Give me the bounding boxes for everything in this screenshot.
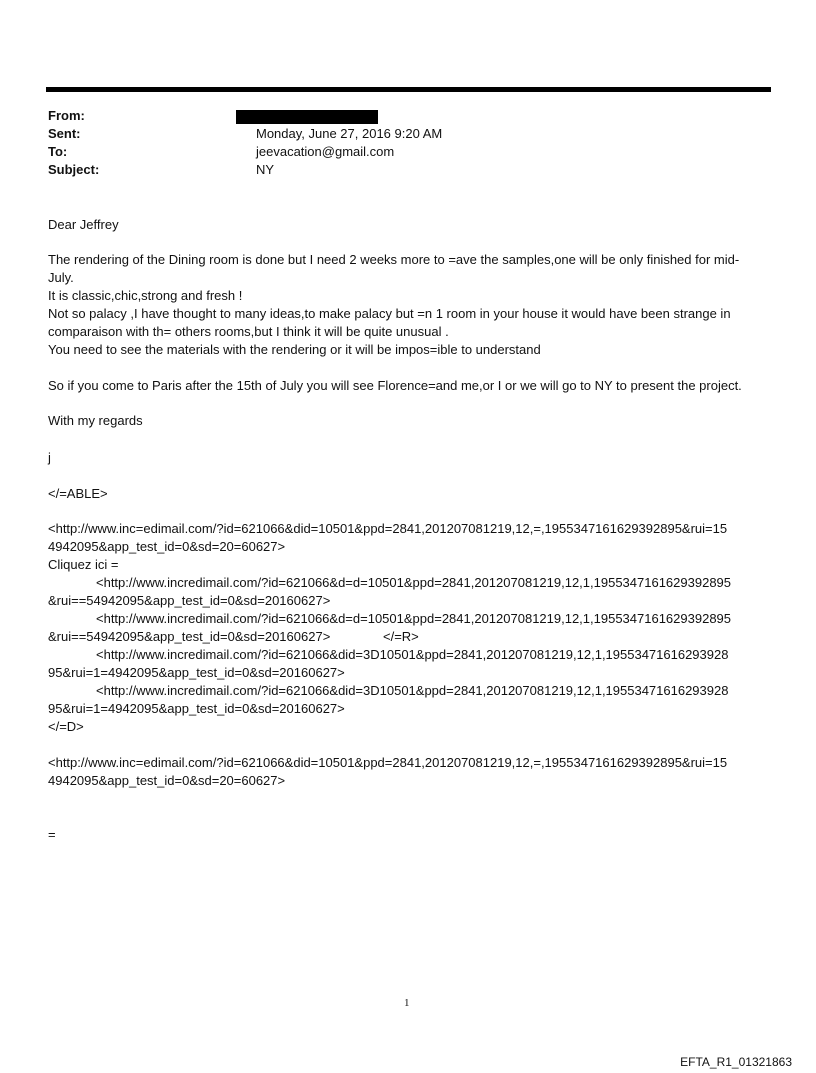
url-line: <http://www.incredimail.com/?id=621066&d=d=10501&ppd=2841,201207081219,12,1,1955347161629392895	[96, 575, 732, 590]
paragraph-line: comparaison with th= others rooms,but I think it will be quite unusual .	[48, 324, 449, 339]
redaction-box	[236, 110, 378, 124]
equals-sign: =	[48, 827, 56, 842]
url-line: 4942095&app_test_id=0&sd=20=60627>	[48, 773, 286, 788]
paragraph-line: The rendering of the Dining room is done but I need 2 weeks more to =ave the samples,one will be only finished for mid-	[48, 252, 740, 267]
paragraph-line: Not so palacy ,I have thought to many ideas,to make palacy but =n 1 room in your house it would have been strange in	[48, 306, 731, 321]
url-line: <http://www.incredimail.com/?id=621066&d=d=10501&ppd=2841,201207081219,12,1,1955347161629392895	[96, 611, 732, 626]
url-line: &rui==54942095&app_test_id=0&sd=20160627>	[48, 629, 331, 644]
url-line: 95&rui=1=4942095&app_test_id=0&sd=20160627>	[48, 665, 345, 680]
markup-fragment: </=R>	[383, 629, 419, 644]
sent-value: Monday, June 27, 2016 9:20 AM	[256, 126, 443, 141]
url-line: <http://www.inc=edimail.com/?id=621066&did=10501&ppd=2841,201207081219,12,=,1955347161629392895&rui=15	[48, 521, 728, 536]
closing-regards: With my regards	[48, 413, 143, 428]
bates-number: EFTA_R1_01321863	[680, 1055, 792, 1069]
markup-fragment: </=D>	[48, 719, 84, 734]
url-line: <http://www.inc=edimail.com/?id=621066&did=10501&ppd=2841,201207081219,12,=,1955347161629392895&rui=15	[48, 755, 728, 770]
from-label: From:	[48, 108, 85, 123]
signature: j	[48, 450, 51, 465]
to-value: jeevacation@gmail.com	[256, 144, 395, 159]
cliquez-text: Cliquez ici =	[48, 557, 119, 572]
url-line: &rui==54942095&app_test_id=0&sd=20160627>	[48, 593, 331, 608]
paragraph-line: You need to see the materials with the rendering or it will be impos=ible to understand	[48, 342, 541, 357]
paragraph-line: So if you come to Paris after the 15th of July you will see Florence=and me,or I or we will go to NY to present the project.	[48, 378, 742, 393]
greeting: Dear Jeffrey	[48, 217, 119, 232]
subject-value: NY	[256, 162, 275, 177]
markup-fragment: </=ABLE>	[48, 486, 108, 501]
url-line: <http://www.incredimail.com/?id=621066&did=3D10501&ppd=2841,201207081219,12,1,19553471616293928	[96, 683, 729, 698]
paragraph-line: It is classic,chic,strong and fresh !	[48, 288, 243, 303]
page-number: 1	[404, 997, 410, 1009]
to-label: To:	[48, 144, 68, 159]
url-line: <http://www.incredimail.com/?id=621066&did=3D10501&ppd=2841,201207081219,12,1,19553471616293928	[96, 647, 729, 662]
sent-label: Sent:	[48, 126, 81, 141]
subject-label: Subject:	[48, 162, 100, 177]
header-rule	[46, 87, 771, 92]
url-line: 95&rui=1=4942095&app_test_id=0&sd=20160627>	[48, 701, 345, 716]
paragraph-line: July.	[48, 270, 74, 285]
url-line: 4942095&app_test_id=0&sd=20=60627>	[48, 539, 286, 554]
